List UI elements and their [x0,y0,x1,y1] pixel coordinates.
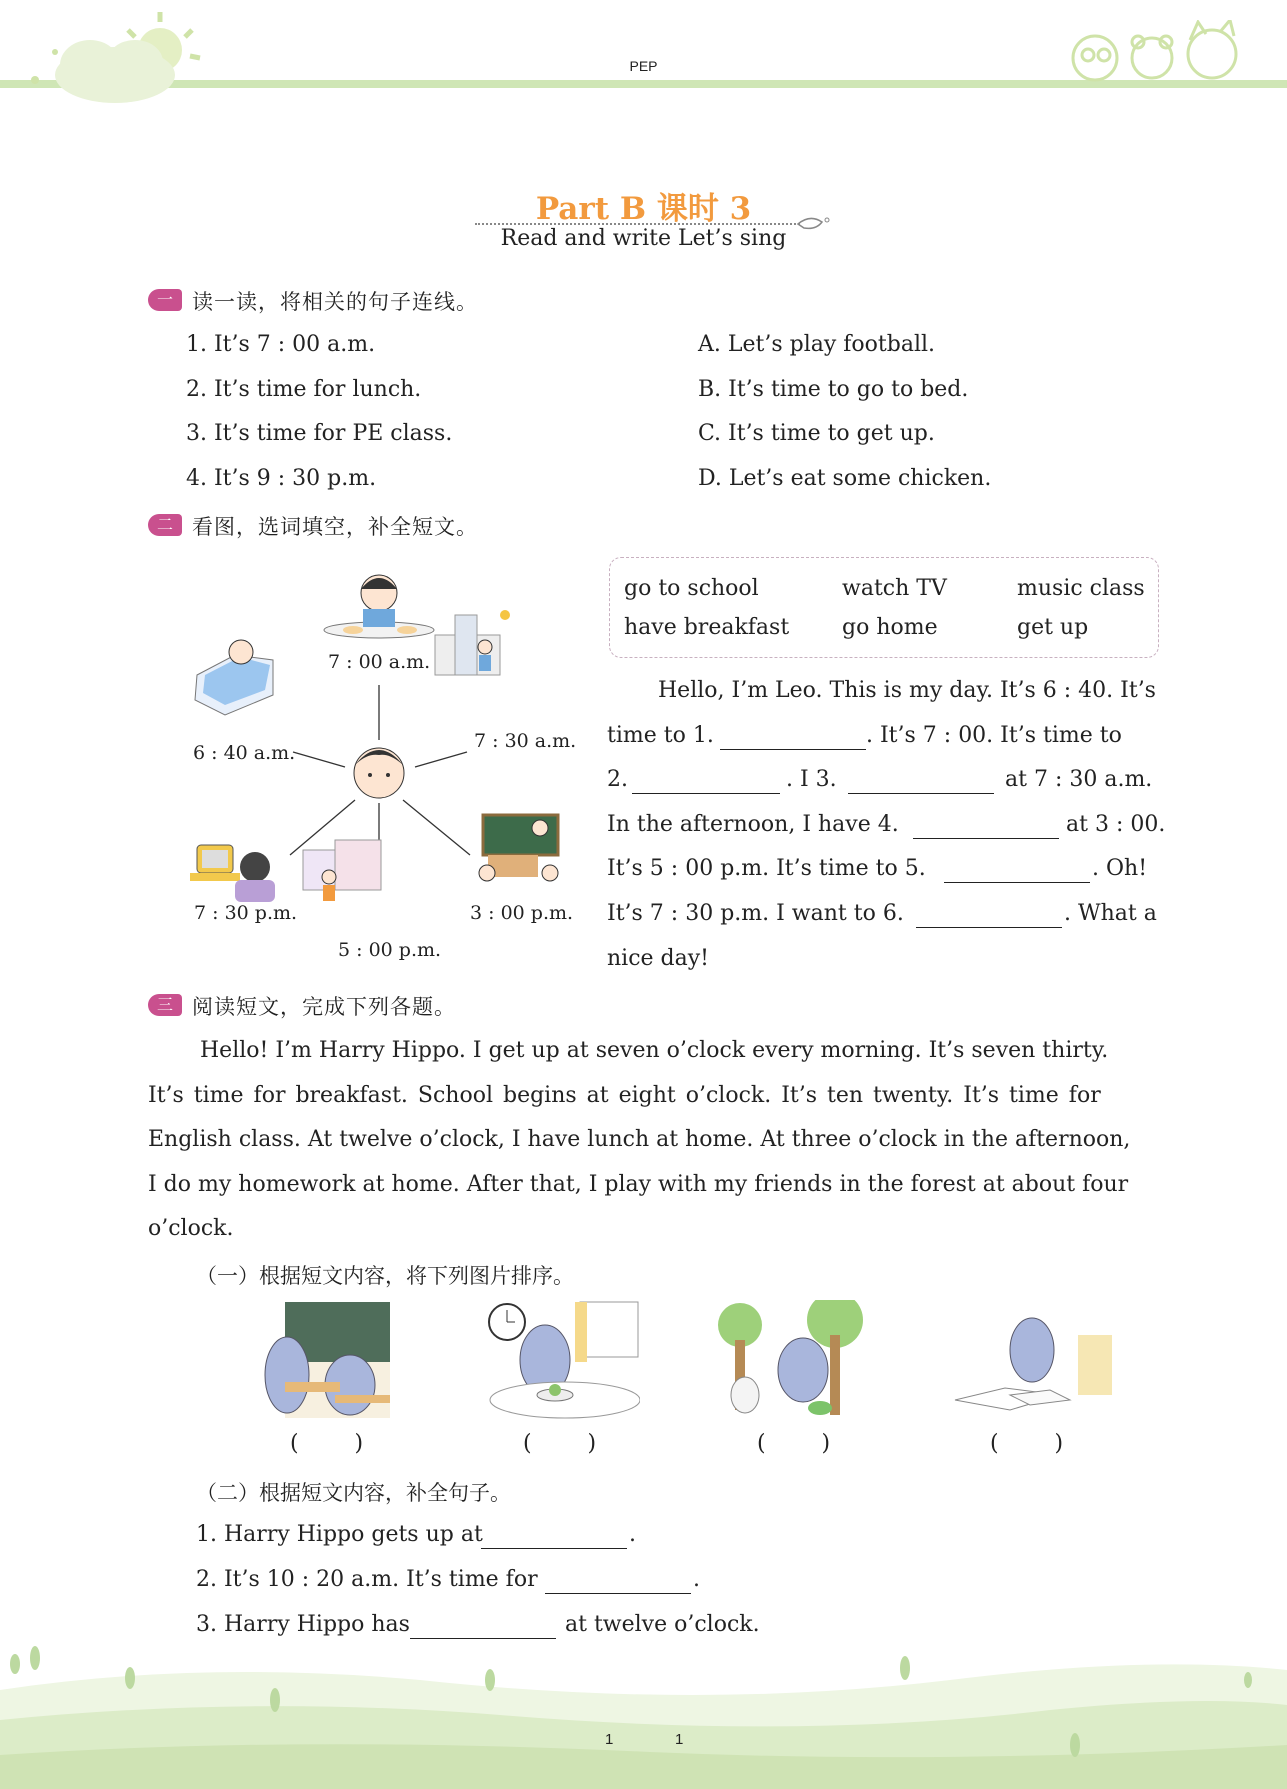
match-right-d: D. Let’s eat some chicken. [698,466,992,491]
animal-faces-decoration [1060,20,1260,85]
word-bank-item: go to school [624,576,759,601]
passage-line-2a: time to 1. [607,723,714,748]
page-number-2: 1 [675,1731,684,1748]
hippo-forest-picture [715,1300,865,1420]
section-1-badge: 一 [148,289,182,311]
passage-line-3a: 2. [607,767,628,792]
question-2-blank[interactable] [545,1575,691,1594]
passage-line-3c: at 7 : 30 a.m. [1005,767,1153,792]
header-label: PEP [629,58,658,74]
passage-line-5b: . Oh! [1092,856,1148,881]
match-right-a: A. Let’s play football. [698,332,936,357]
match-right-c: C. It’s time to get up. [698,421,935,446]
landscape-footer-decoration [0,1640,1287,1789]
time-label-get-up: 6 : 40 a.m. [193,742,296,764]
passage-line-4b: at 3 : 00. [1066,812,1166,837]
match-left-3: 3. It’s time for PE class. [186,421,453,446]
title-divider [475,223,800,225]
part-2-instruction: （二）根据短文内容，补全句子。 [196,1481,511,1505]
passage-line-3b: . I 3. [786,767,837,792]
part-1-instruction: （一）根据短文内容，将下列图片排序。 [196,1264,574,1288]
blank-2[interactable] [632,775,780,794]
question-3-text: 3. Harry Hippo has [196,1612,410,1637]
hippo-class-picture [255,1300,395,1420]
word-bank-item: get up [1017,615,1089,640]
section-2-badge: 二 [148,514,182,536]
order-answer-2[interactable]: ( ) [523,1431,597,1456]
section-1-instruction: 读一读，将相关的句子连线。 [192,290,478,314]
reading-line-2: It’s time for breakfast. School begins at eight o’clock. It’s ten twenty. It’s time for [148,1083,1101,1108]
blank-5[interactable] [944,864,1090,883]
time-label-home: 5 : 00 p.m. [338,939,442,961]
blank-3[interactable] [848,775,994,794]
reading-line-4: I do my homework at home. After that, I play with my friends in the forest at about four [148,1172,1129,1197]
passage-line-2b: . It’s 7 : 00. It’s time to [866,723,1122,748]
word-bank-item: music class [1017,576,1145,601]
order-answer-1[interactable]: ( ) [290,1431,364,1456]
order-answer-3[interactable]: ( ) [757,1431,831,1456]
word-bank-item: have breakfast [624,615,790,640]
hippo-homework-picture [950,1300,1115,1420]
match-left-4: 4. It’s 9 : 30 p.m. [186,466,377,491]
passage-line-6a: It’s 7 : 30 p.m. I want to 6. [607,901,904,926]
lesson-subtitle: Read and write Let’s sing [500,226,787,251]
passage-line-5a: It’s 5 : 00 p.m. It’s time to 5. [607,856,926,881]
time-label-school: 7 : 30 a.m. [474,730,577,752]
word-bank-box [609,557,1159,658]
section-2-instruction: 看图，选词填空，补全短文。 [192,515,478,539]
time-label-music: 3 : 00 p.m. [470,902,574,924]
question-3-blank[interactable] [410,1620,556,1639]
blank-6[interactable] [916,909,1062,928]
section-3-instruction: 阅读短文，完成下列各题。 [192,995,456,1019]
question-3-end: at twelve o’clock. [565,1612,760,1637]
match-left-1: 1. It’s 7 : 00 a.m. [186,332,376,357]
order-answer-4[interactable]: ( ) [990,1431,1064,1456]
watch-tv-scene-icon [190,845,275,902]
match-left-2: 2. It’s time for lunch. [186,377,422,402]
reading-line-3: English class. At twelve o’clock, I have lunch at home. At three o’clock in the afternoon, [148,1127,1131,1152]
reading-line-1: Hello! I’m Harry Hippo. I get up at seven o’clock every morning. It’s seven thirty. [200,1038,1109,1063]
blank-1[interactable] [720,731,866,750]
word-bank-item: go home [842,615,938,640]
lesson-title: Part B 课时 3 [535,191,752,227]
word-bank-item: watch TV [842,576,947,601]
boy-face-icon [354,748,404,798]
passage-line-1: Hello, I’m Leo. This is my day. It’s 6 : 40. It’s [658,678,1156,703]
go-home-scene-icon [303,840,381,901]
section-3-badge: 三 [148,994,182,1016]
time-label-breakfast: 7 : 00 a.m. [328,651,431,673]
question-2-text: 2. It’s 10 : 20 a.m. It’s time for [196,1567,538,1592]
passage-line-6b: . What a [1064,901,1157,926]
blank-4[interactable] [913,820,1059,839]
passage-line-4a: In the afternoon, I have 4. [607,812,899,837]
hippo-breakfast-picture [485,1300,640,1420]
question-1-blank[interactable] [481,1530,627,1549]
question-2-end: . [693,1567,700,1592]
school-arrival-icon [435,610,510,675]
music-class-scene-icon [479,815,558,881]
question-1-end: . [629,1522,636,1547]
match-right-b: B. It’s time to go to bed. [698,377,969,402]
reading-line-5: o’clock. [148,1216,234,1241]
question-1-text: 1. Harry Hippo gets up at [196,1522,483,1547]
time-label-tv: 7 : 30 p.m. [194,902,298,924]
passage-line-7: nice day! [607,946,710,971]
breakfast-scene-icon [324,575,434,638]
page-number-1: 1 [605,1731,614,1748]
bed-scene-icon [195,640,273,715]
